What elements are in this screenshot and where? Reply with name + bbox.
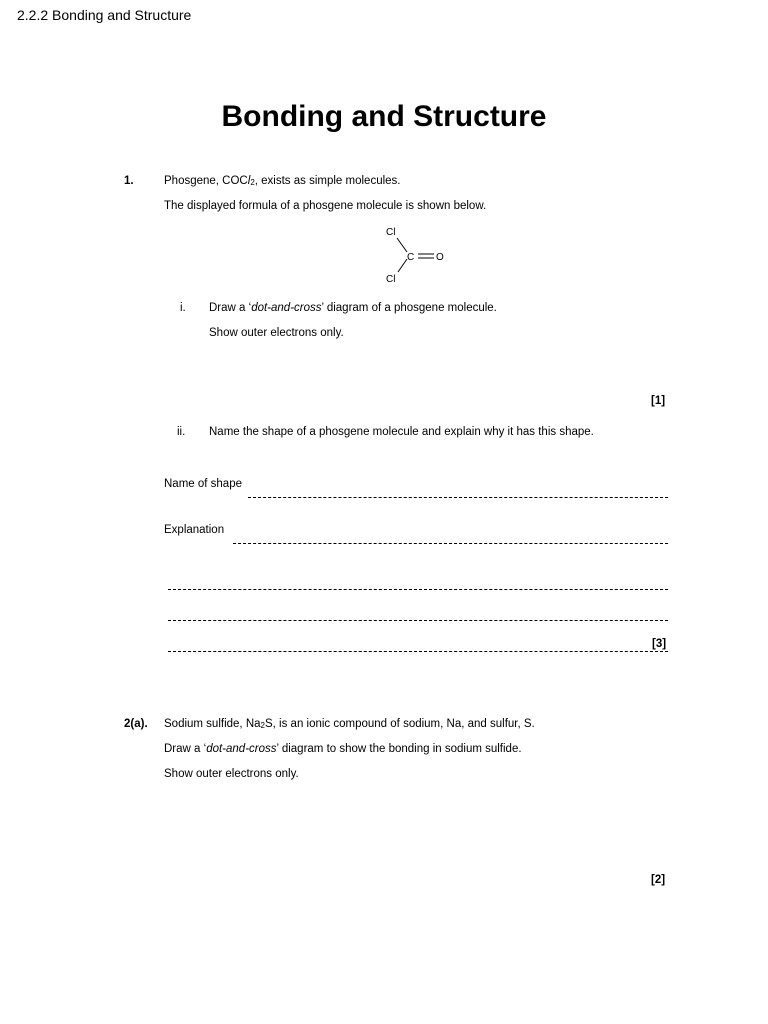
part-ii-marks: [3]: [652, 638, 667, 650]
atom-carbon: C: [407, 252, 415, 263]
question-2a-marks: [2]: [651, 874, 666, 886]
phosgene-formula: [380, 224, 450, 286]
explanation-answer-line-2[interactable]: [168, 589, 668, 590]
question-1-intro: Phosgene, COCl$_2$, exists as simple molecules.: [164, 175, 401, 187]
bond-c-cl-top: [397, 238, 407, 252]
question-2a-line3: Show outer electrons only.: [164, 768, 299, 780]
explanation-label: Explanation: [164, 524, 225, 536]
part-i-text: Draw a ‘dot-and-cross’ diagram of a phosgene molecule.: [209, 302, 497, 314]
explanation-answer-line-3[interactable]: [168, 620, 668, 621]
part-i-marks: [1]: [651, 395, 666, 407]
question-2a-text: Sodium sulfide, $Na_2S$, is an ionic compound of sodium, Na, and sulfur, S.: [164, 718, 535, 730]
question-2a-number: 2(a).: [124, 718, 148, 730]
bond-c-cl-bottom: [398, 259, 407, 272]
explanation-answer-line-4[interactable]: [168, 651, 668, 652]
name-of-shape-answer-line[interactable]: [248, 497, 668, 498]
part-i-label: i.: [180, 302, 186, 314]
explanation-answer-line-1[interactable]: [233, 543, 668, 544]
question-1-number: 1.: [124, 175, 134, 187]
atom-oxygen: O: [436, 252, 444, 263]
page-header: 2.2.2 Bonding and Structure: [17, 7, 192, 23]
atom-cl-top: Cl: [386, 227, 396, 238]
question-2a-line2: Draw a ‘dot-and-cross’ diagram to show the bonding in sodium sulfide.: [164, 743, 522, 755]
part-ii-label: ii.: [177, 426, 186, 438]
question-1-line2: The displayed formula of a phosgene molecule is shown below.: [164, 200, 487, 212]
name-of-shape-label: Name of shape: [164, 478, 242, 490]
part-i-line2: Show outer electrons only.: [209, 327, 344, 339]
part-ii-text: Name the shape of a phosgene molecule and explain why it has this shape.: [209, 426, 594, 438]
atom-cl-bottom: Cl: [386, 274, 396, 285]
page-title: Bonding and Structure: [221, 100, 547, 133]
